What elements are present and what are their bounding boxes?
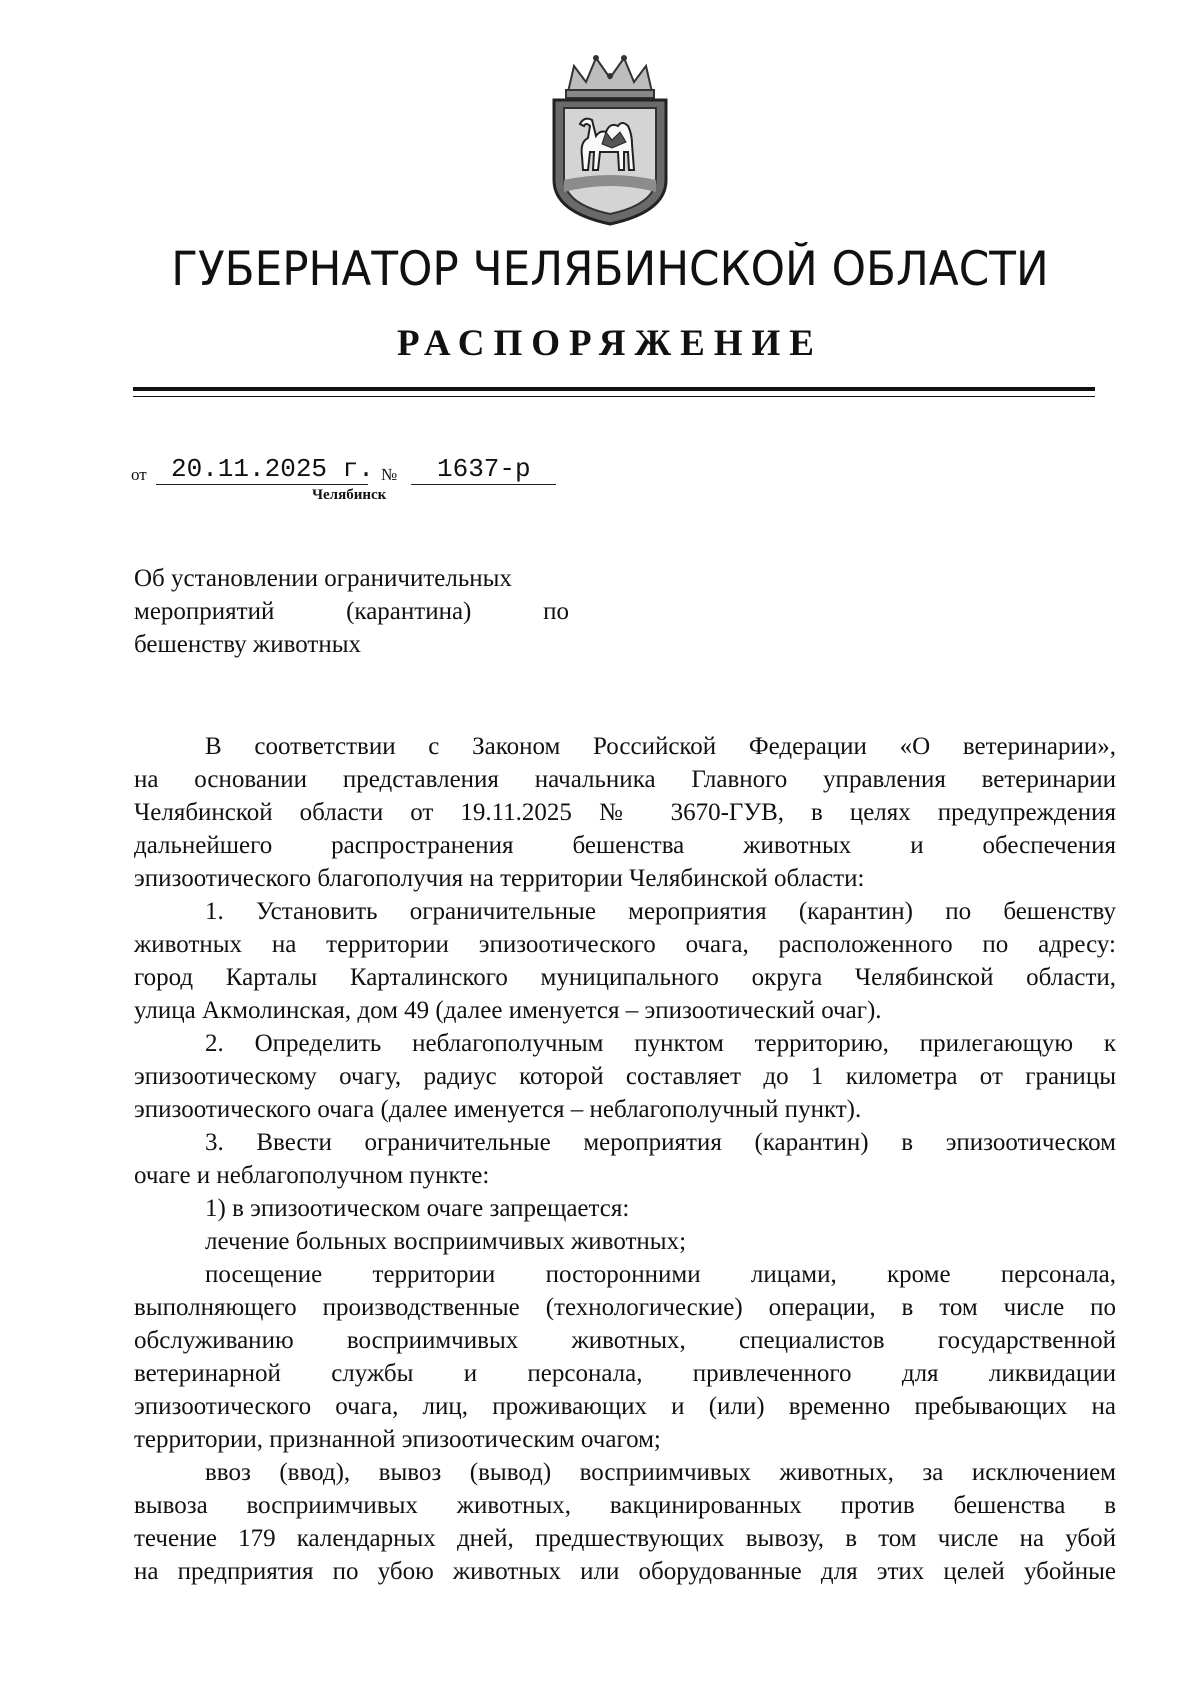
issuer-title: ГУБЕРНАТОР ЧЕЛЯБИНСКОЙ ОБЛАСТИ: [171, 242, 1049, 297]
header-divider-thin: [133, 396, 1095, 397]
body-line: на предприятия по убою животных или оборудованные для этих целей убойные: [134, 1558, 1116, 1585]
document-type-heading: РАСПОРЯЖЕНИЕ: [396, 323, 823, 364]
subject-line: мероприятий (карантина) по: [134, 598, 569, 625]
body-line: 1) в эпизоотическом очаге запрещается:: [205, 1195, 630, 1222]
body-line: Челябинской области от 19.11.2025 № 3670-ГУВ, в целях предупреждения: [134, 799, 1116, 826]
body-line: ввоз (ввод), вывоз (вывод) восприимчивых животных, за исключением: [205, 1459, 1116, 1486]
body-line: посещение территории посторонними лицами, кроме персонала,: [205, 1261, 1116, 1288]
number-sign-label: №: [381, 465, 398, 484]
body-line: течение 179 календарных дней, предшествующих вывозу, в том числе на убой: [134, 1525, 1116, 1552]
body-line: территории, признанной эпизоотическим очагом;: [134, 1426, 661, 1453]
body-line: город Карталы Карталинского муниципального округа Челябинской области,: [134, 964, 1116, 991]
body-line: В соответствии с Законом Российской Федерации «О ветеринарии»,: [205, 733, 1116, 760]
issuing-city: Челябинск: [312, 487, 387, 503]
body-line: эпизоотического очага, лиц, проживающих и (или) временно пребывающих на: [134, 1393, 1116, 1420]
body-line: выполняющего производственные (технологические) операции, в том числе по: [134, 1294, 1116, 1321]
body-line: лечение больных восприимчивых животных;: [205, 1228, 687, 1255]
document-date: 20.11.2025 г.: [171, 454, 374, 484]
crown-icon: [566, 55, 654, 98]
date-prefix-label: от: [131, 465, 147, 484]
body-line: животных на территории эпизоотического очага, расположенного по адресу:: [134, 931, 1116, 958]
body-line: дальнейшего распространения бешенства животных и обеспечения: [134, 832, 1116, 859]
body-line: 2. Определить неблагополучным пунктом территорию, прилегающую к: [205, 1030, 1116, 1057]
body-line: обслуживанию восприимчивых животных, специалистов государственной: [134, 1327, 1116, 1354]
body-line: на основании представления начальника Главного управления ветеринарии: [134, 766, 1116, 793]
body-line: 3. Ввести ограничительные мероприятия (карантин) в эпизоотическом: [205, 1129, 1116, 1156]
body-line: очаге и неблагополучном пункте:: [134, 1162, 490, 1189]
body-line: вывоза восприимчивых животных, вакцинированных против бешенства в: [134, 1492, 1116, 1519]
body-line: 1. Установить ограничительные мероприятия (карантин) по бешенству: [205, 898, 1116, 925]
body-line: ветеринарной службы и персонала, привлеченного для ликвидации: [134, 1360, 1116, 1387]
body-line: эпизоотического очага (далее именуется – неблагополучный пункт).: [134, 1096, 862, 1123]
subject-line: Об установлении ограничительных: [134, 565, 512, 592]
subject-line: бешенству животных: [134, 631, 361, 658]
body-line: эпизоотического благополучия на территории Челябинской области:: [134, 865, 865, 892]
body-line: эпизоотическому очагу, радиус которой составляет до 1 километра от границы: [134, 1063, 1116, 1090]
header-divider-thick: [133, 387, 1095, 391]
coat-of-arms-emblem: [540, 52, 680, 230]
body-line: улица Акмолинская, дом 49 (далее именуется – эпизоотический очаг).: [134, 997, 882, 1024]
document-subject: [134, 562, 569, 661]
document-number: 1637-р: [437, 454, 531, 484]
shield-icon: [554, 100, 666, 224]
document-body: [134, 730, 1116, 1588]
